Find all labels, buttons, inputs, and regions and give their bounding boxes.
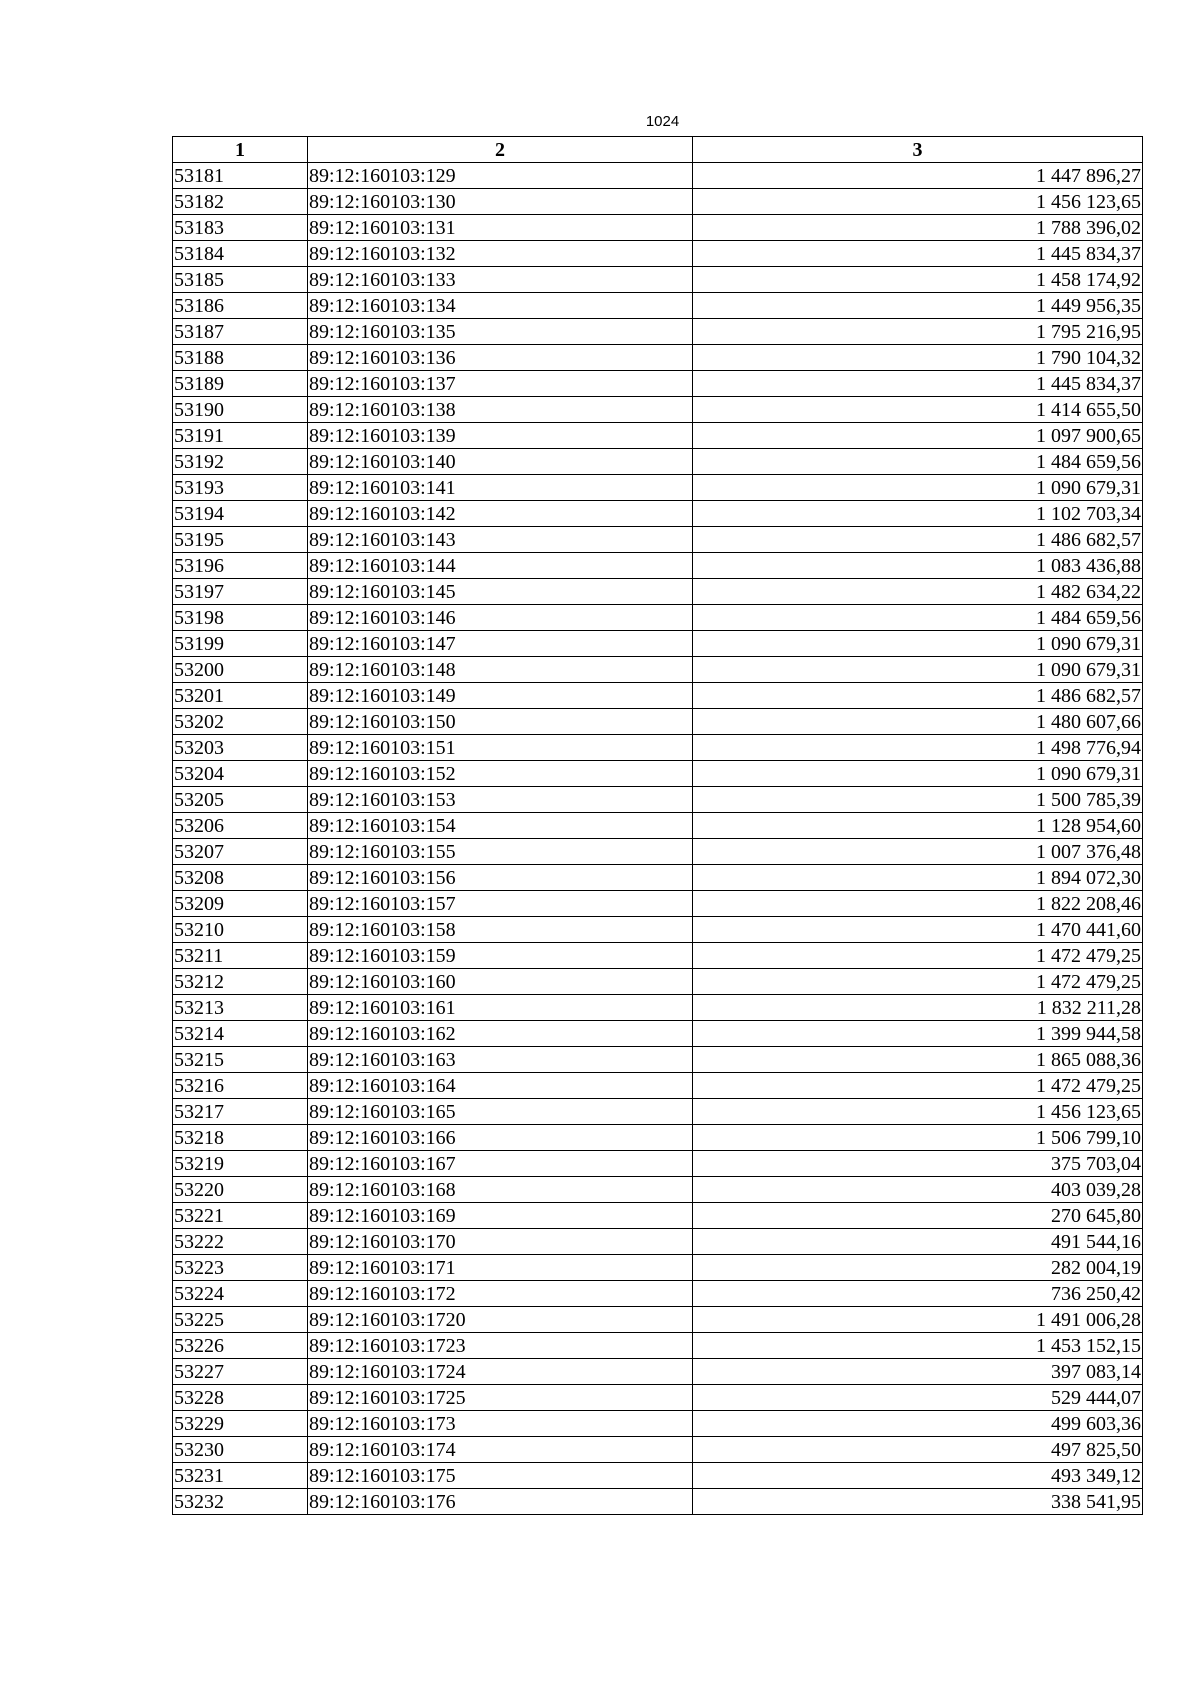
row-number-cell: 53198 [173,605,308,631]
table-row [173,709,1143,735]
row-number-cell: 53230 [173,1437,308,1463]
value-cell: 1 486 682,57 [693,527,1143,553]
value-cell: 1 472 479,25 [693,1073,1143,1099]
column-header-2: 2 [308,137,693,163]
table-row [173,735,1143,761]
table-row [173,1255,1143,1281]
table-row [173,1151,1143,1177]
cadastral-number-cell: 89:12:160103:1725 [308,1385,693,1411]
row-number-cell: 53201 [173,683,308,709]
cadastral-number-cell: 89:12:160103:1724 [308,1359,693,1385]
row-number-cell: 53207 [173,839,308,865]
row-number-cell: 53195 [173,527,308,553]
row-number-cell: 53184 [173,241,308,267]
row-number-cell: 53204 [173,761,308,787]
cadastral-number-cell: 89:12:160103:157 [308,891,693,917]
value-cell: 1 472 479,25 [693,943,1143,969]
cadastral-number-cell: 89:12:160103:167 [308,1151,693,1177]
row-number-cell: 53202 [173,709,308,735]
cadastral-number-cell: 89:12:160103:170 [308,1229,693,1255]
table-row [173,1489,1143,1515]
table-row [173,527,1143,553]
cadastral-number-cell: 89:12:160103:174 [308,1437,693,1463]
table-row [173,241,1143,267]
value-cell: 529 444,07 [693,1385,1143,1411]
row-number-cell: 53196 [173,553,308,579]
cadastral-number-cell: 89:12:160103:1720 [308,1307,693,1333]
value-cell: 282 004,19 [693,1255,1143,1281]
table-row [173,917,1143,943]
table-row [173,1385,1143,1411]
cadastral-number-cell: 89:12:160103:1723 [308,1333,693,1359]
value-cell: 1 449 956,35 [693,293,1143,319]
table-row [173,761,1143,787]
cadastral-number-cell: 89:12:160103:151 [308,735,693,761]
value-cell: 1 399 944,58 [693,1021,1143,1047]
value-cell: 1 795 216,95 [693,319,1143,345]
value-cell: 1 090 679,31 [693,761,1143,787]
cadastral-number-cell: 89:12:160103:173 [308,1411,693,1437]
value-cell: 1 482 634,22 [693,579,1143,605]
value-cell: 1 090 679,31 [693,631,1143,657]
value-cell: 491 544,16 [693,1229,1143,1255]
value-cell: 1 498 776,94 [693,735,1143,761]
table-row [173,1099,1143,1125]
row-number-cell: 53214 [173,1021,308,1047]
value-cell: 1 865 088,36 [693,1047,1143,1073]
page-number: 1024 [645,113,680,130]
column-header-1: 1 [173,137,308,163]
row-number-cell: 53185 [173,267,308,293]
data-table [172,136,1143,1515]
row-number-cell: 53182 [173,189,308,215]
table-row [173,683,1143,709]
row-number-cell: 53210 [173,917,308,943]
value-cell: 338 541,95 [693,1489,1143,1515]
cadastral-number-cell: 89:12:160103:136 [308,345,693,371]
cadastral-number-cell: 89:12:160103:144 [308,553,693,579]
value-cell: 1 480 607,66 [693,709,1143,735]
cadastral-number-cell: 89:12:160103:153 [308,787,693,813]
row-number-cell: 53197 [173,579,308,605]
cadastral-number-cell: 89:12:160103:142 [308,501,693,527]
cadastral-number-cell: 89:12:160103:169 [308,1203,693,1229]
row-number-cell: 53218 [173,1125,308,1151]
row-number-cell: 53213 [173,995,308,1021]
row-number-cell: 53224 [173,1281,308,1307]
row-number-cell: 53188 [173,345,308,371]
row-number-cell: 53222 [173,1229,308,1255]
cadastral-number-cell: 89:12:160103:155 [308,839,693,865]
row-number-cell: 53199 [173,631,308,657]
row-number-cell: 53206 [173,813,308,839]
value-cell: 1 090 679,31 [693,657,1143,683]
value-cell: 403 039,28 [693,1177,1143,1203]
table-row [173,943,1143,969]
table-row [173,267,1143,293]
cadastral-number-cell: 89:12:160103:160 [308,969,693,995]
table-row [173,1021,1143,1047]
table-row [173,501,1143,527]
cadastral-number-cell: 89:12:160103:150 [308,709,693,735]
cadastral-number-cell: 89:12:160103:137 [308,371,693,397]
table-row [173,579,1143,605]
row-number-cell: 53226 [173,1333,308,1359]
table-row [173,371,1143,397]
row-number-cell: 53205 [173,787,308,813]
cadastral-number-cell: 89:12:160103:154 [308,813,693,839]
table-row [173,631,1143,657]
cadastral-number-cell: 89:12:160103:140 [308,449,693,475]
cadastral-number-cell: 89:12:160103:130 [308,189,693,215]
value-cell: 1 102 703,34 [693,501,1143,527]
row-number-cell: 53217 [173,1099,308,1125]
value-cell: 1 491 006,28 [693,1307,1143,1333]
cadastral-number-cell: 89:12:160103:164 [308,1073,693,1099]
row-number-cell: 53191 [173,423,308,449]
value-cell: 270 645,80 [693,1203,1143,1229]
cadastral-number-cell: 89:12:160103:141 [308,475,693,501]
cadastral-number-cell: 89:12:160103:134 [308,293,693,319]
value-cell: 375 703,04 [693,1151,1143,1177]
value-cell: 1 472 479,25 [693,969,1143,995]
value-cell: 1 414 655,50 [693,397,1143,423]
row-number-cell: 53212 [173,969,308,995]
row-number-cell: 53223 [173,1255,308,1281]
table-row [173,1203,1143,1229]
table-row [173,1463,1143,1489]
value-cell: 1 790 104,32 [693,345,1143,371]
row-number-cell: 53219 [173,1151,308,1177]
table-header-row [173,137,1143,163]
table-row [173,397,1143,423]
value-cell: 497 825,50 [693,1437,1143,1463]
value-cell: 1 445 834,37 [693,241,1143,267]
cadastral-number-cell: 89:12:160103:175 [308,1463,693,1489]
cadastral-number-cell: 89:12:160103:156 [308,865,693,891]
cadastral-number-cell: 89:12:160103:129 [308,163,693,189]
cadastral-number-cell: 89:12:160103:138 [308,397,693,423]
value-cell: 1 090 679,31 [693,475,1143,501]
table-row [173,1437,1143,1463]
cadastral-number-cell: 89:12:160103:162 [308,1021,693,1047]
row-number-cell: 53227 [173,1359,308,1385]
value-cell: 1 456 123,65 [693,189,1143,215]
value-cell: 1 484 659,56 [693,449,1143,475]
table-row [173,189,1143,215]
cadastral-number-cell: 89:12:160103:146 [308,605,693,631]
table-row [173,1333,1143,1359]
table-row [173,787,1143,813]
value-cell: 1 486 682,57 [693,683,1143,709]
table-row [173,1047,1143,1073]
row-number-cell: 53208 [173,865,308,891]
table-row [173,969,1143,995]
table-row [173,553,1143,579]
cadastral-number-cell: 89:12:160103:176 [308,1489,693,1515]
cadastral-number-cell: 89:12:160103:158 [308,917,693,943]
table-row [173,1125,1143,1151]
column-header-3: 3 [693,137,1143,163]
table-row [173,1359,1143,1385]
table-row [173,1281,1143,1307]
value-cell: 1 484 659,56 [693,605,1143,631]
value-cell: 1 445 834,37 [693,371,1143,397]
table-row [173,1073,1143,1099]
value-cell: 1 456 123,65 [693,1099,1143,1125]
table-row [173,865,1143,891]
row-number-cell: 53229 [173,1411,308,1437]
table-row [173,345,1143,371]
cadastral-number-cell: 89:12:160103:172 [308,1281,693,1307]
row-number-cell: 53186 [173,293,308,319]
value-cell: 736 250,42 [693,1281,1143,1307]
value-cell: 1 822 208,46 [693,891,1143,917]
table-body [173,163,1143,1515]
value-cell: 1 007 376,48 [693,839,1143,865]
value-cell: 1 470 441,60 [693,917,1143,943]
row-number-cell: 53194 [173,501,308,527]
row-number-cell: 53193 [173,475,308,501]
value-cell: 1 894 072,30 [693,865,1143,891]
table-row [173,995,1143,1021]
cadastral-number-cell: 89:12:160103:149 [308,683,693,709]
value-cell: 397 083,14 [693,1359,1143,1385]
table-row [173,293,1143,319]
row-number-cell: 53231 [173,1463,308,1489]
cadastral-number-cell: 89:12:160103:159 [308,943,693,969]
cadastral-number-cell: 89:12:160103:143 [308,527,693,553]
row-number-cell: 53192 [173,449,308,475]
cadastral-number-cell: 89:12:160103:163 [308,1047,693,1073]
value-cell: 1 097 900,65 [693,423,1143,449]
row-number-cell: 53200 [173,657,308,683]
table-row [173,1177,1143,1203]
cadastral-number-cell: 89:12:160103:168 [308,1177,693,1203]
table-row [173,1307,1143,1333]
value-cell: 1 506 799,10 [693,1125,1143,1151]
cadastral-number-cell: 89:12:160103:165 [308,1099,693,1125]
value-cell: 1 453 152,15 [693,1333,1143,1359]
row-number-cell: 53203 [173,735,308,761]
table-row [173,1411,1143,1437]
row-number-cell: 53221 [173,1203,308,1229]
row-number-cell: 53189 [173,371,308,397]
row-number-cell: 53215 [173,1047,308,1073]
cadastral-number-cell: 89:12:160103:152 [308,761,693,787]
cadastral-number-cell: 89:12:160103:145 [308,579,693,605]
row-number-cell: 53225 [173,1307,308,1333]
table-row [173,475,1143,501]
table-row [173,839,1143,865]
row-number-cell: 53181 [173,163,308,189]
row-number-cell: 53211 [173,943,308,969]
cadastral-number-cell: 89:12:160103:147 [308,631,693,657]
value-cell: 1 458 174,92 [693,267,1143,293]
cadastral-number-cell: 89:12:160103:132 [308,241,693,267]
table-row [173,813,1143,839]
table-row [173,215,1143,241]
cadastral-number-cell: 89:12:160103:133 [308,267,693,293]
table-row [173,605,1143,631]
value-cell: 1 083 436,88 [693,553,1143,579]
value-cell: 493 349,12 [693,1463,1143,1489]
row-number-cell: 53190 [173,397,308,423]
table-row [173,423,1143,449]
cadastral-number-cell: 89:12:160103:166 [308,1125,693,1151]
value-cell: 1 447 896,27 [693,163,1143,189]
cadastral-number-cell: 89:12:160103:171 [308,1255,693,1281]
value-cell: 1 500 785,39 [693,787,1143,813]
table-row [173,449,1143,475]
value-cell: 499 603,36 [693,1411,1143,1437]
table-row [173,657,1143,683]
cadastral-number-cell: 89:12:160103:131 [308,215,693,241]
cadastral-number-cell: 89:12:160103:161 [308,995,693,1021]
row-number-cell: 53209 [173,891,308,917]
table-row [173,1229,1143,1255]
value-cell: 1 128 954,60 [693,813,1143,839]
row-number-cell: 53228 [173,1385,308,1411]
table-row [173,163,1143,189]
value-cell: 1 788 396,02 [693,215,1143,241]
cadastral-number-cell: 89:12:160103:135 [308,319,693,345]
row-number-cell: 53183 [173,215,308,241]
cadastral-number-cell: 89:12:160103:139 [308,423,693,449]
row-number-cell: 53220 [173,1177,308,1203]
row-number-cell: 53232 [173,1489,308,1515]
cadastral-number-cell: 89:12:160103:148 [308,657,693,683]
value-cell: 1 832 211,28 [693,995,1143,1021]
table-row [173,319,1143,345]
row-number-cell: 53187 [173,319,308,345]
row-number-cell: 53216 [173,1073,308,1099]
table-row [173,891,1143,917]
